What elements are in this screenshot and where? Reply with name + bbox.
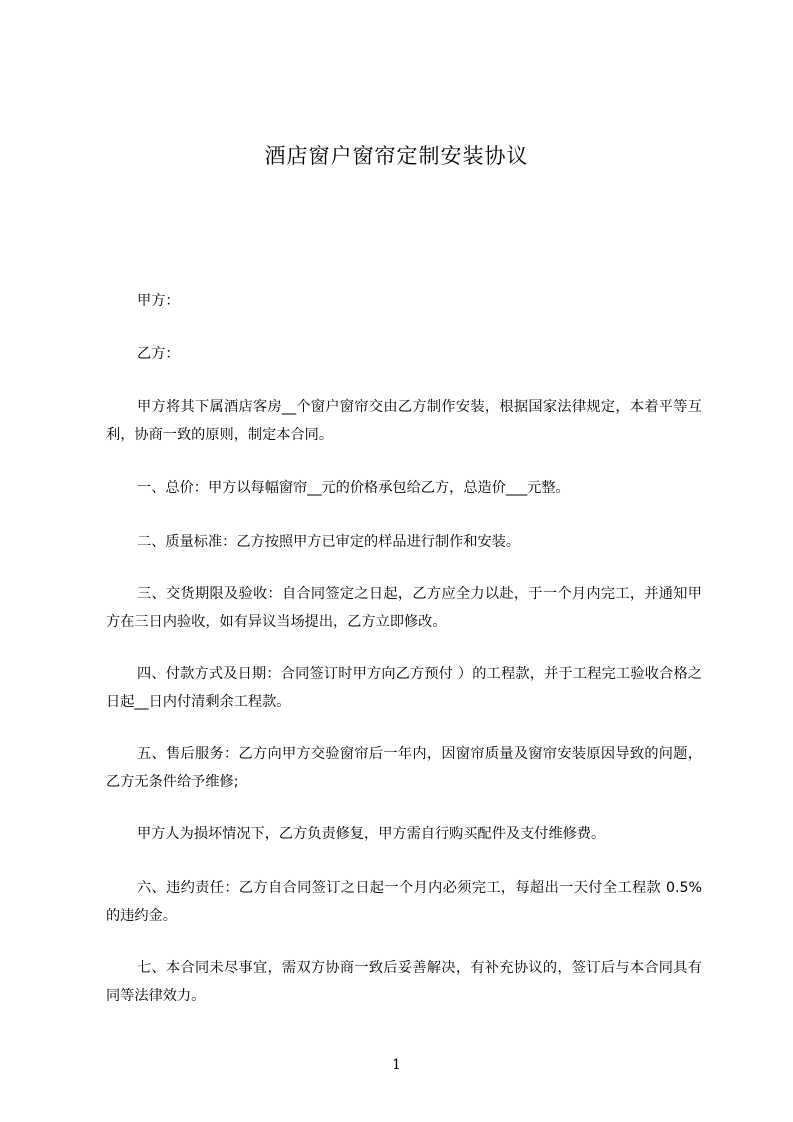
clause-2-quality-standard: 二、质量标准：乙方按照甲方已审定的样品进行制作和安装。	[137, 534, 521, 550]
party-b-label: 乙方：	[137, 346, 180, 362]
clause-1-total-price: 一、总价：甲方以每幅窗帘__元的价格承包给乙方，总造价___元整。	[137, 480, 570, 496]
clause-6-breach-liability: 六、违约责任：乙方自合同签订之日起一个月内必须完工，每超出一天付全工程款 0.5%的违约金。	[106, 880, 702, 924]
clause-5-damage-note: 甲方人为损坏情况下，乙方负责修复，甲方需自行购买配件及支付维修费。	[137, 826, 606, 842]
clause-7-supplementary: 七、本合同未尽事宜，需双方协商一致后妥善解决，有补充协议的，签订后与本合同具有同等法律效力。	[106, 960, 702, 1004]
party-a-label: 甲方：	[137, 293, 180, 309]
clause-4-payment: 四、付款方式及日期：合同签订时甲方向乙方预付 ）的工程款，并于工程完工验收合格之日起__日内付清剩余工程款。	[106, 666, 702, 710]
intro-paragraph: 甲方将其下属酒店客房__个窗户窗帘交由乙方制作安装，根据国家法律规定，本着平等互利，协商一致的原则，制定本合同。	[106, 399, 702, 443]
page-number: 1	[392, 1057, 401, 1073]
clause-3-delivery-acceptance: 三、交货期限及验收：自合同签定之日起，乙方应全力以赴，于一个月内完工，并通知甲方在三日内验收，如有异议当场提出，乙方立即修改。	[106, 586, 702, 630]
clause-5-after-sales: 五、售后服务：乙方向甲方交验窗帘后一年内，因窗帘质量及窗帘安装原因导致的问题，乙方无条件给予维修;	[106, 746, 702, 790]
document-title: 酒店窗户窗帘定制安装协议	[264, 144, 529, 168]
